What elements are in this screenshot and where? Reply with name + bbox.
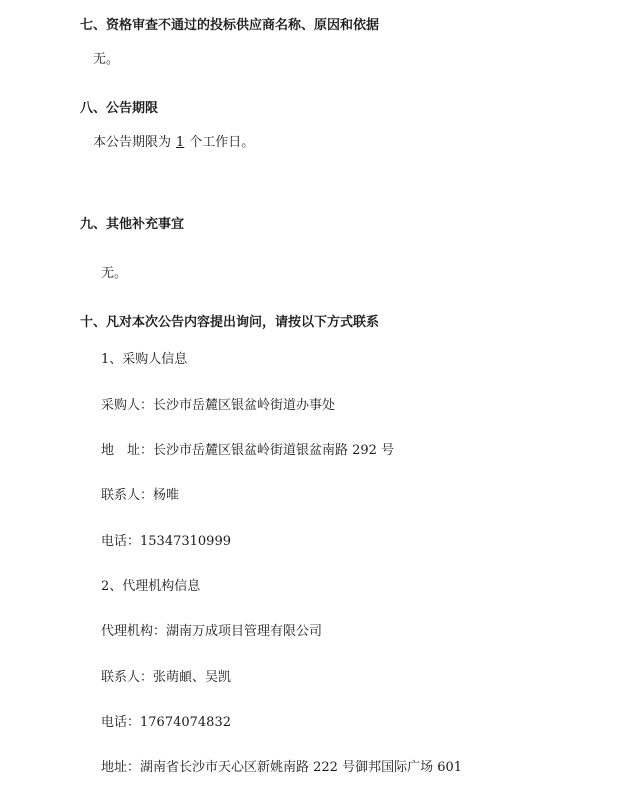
agency-address: 地址：湖南省长沙市天心区新姚南路 222 号御邦国际广场 601	[101, 760, 463, 775]
agency-info-title: 2、代理机构信息	[101, 579, 201, 594]
section-8-heading: 八、公告期限	[80, 101, 159, 116]
agency-phone: 电话：17674074832	[101, 715, 231, 730]
period-prefix: 本公告期限为	[93, 135, 172, 150]
period-suffix: 个工作日。	[189, 135, 255, 150]
section-9-heading: 九、其他补充事宜	[80, 217, 185, 232]
purchaser-name: 采购人：长沙市岳麓区银盆岭街道办事处	[101, 398, 336, 413]
period-days: 1	[176, 135, 185, 150]
section-7-body: 无。	[93, 52, 120, 67]
purchaser-phone: 电话：15347310999	[101, 534, 231, 549]
agency-name: 代理机构：湖南万成项目管理有限公司	[101, 624, 323, 639]
section-10-heading: 十、凡对本次公告内容提出询问，请按以下方式联系	[80, 315, 380, 330]
section-7-heading: 七、资格审查不通过的投标供应商名称、原因和依据	[80, 18, 380, 33]
purchaser-address: 地 址：长沙市岳麓区银盆岭街道银盆南路 292 号	[101, 443, 395, 458]
purchaser-info-title: 1、采购人信息	[101, 352, 188, 367]
agency-contact: 联系人：张萌頔、吴凯	[101, 670, 232, 685]
section-8-body	[93, 134, 254, 152]
section-9-body: 无。	[101, 266, 128, 281]
purchaser-contact: 联系人：杨唯	[101, 488, 180, 503]
